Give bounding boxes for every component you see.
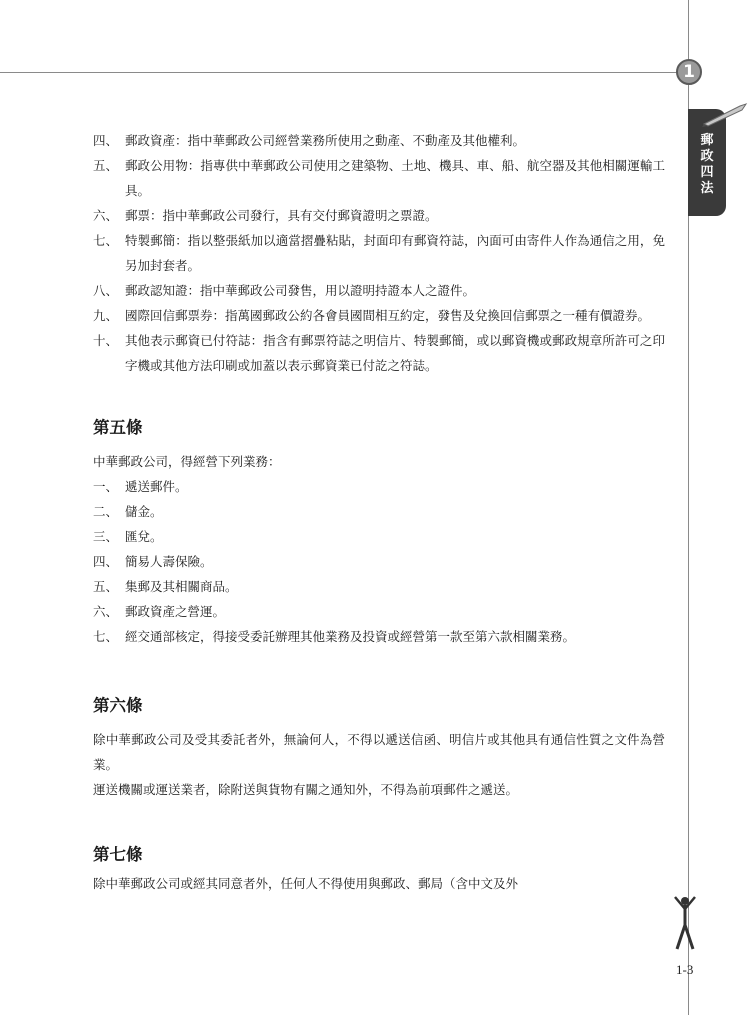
list-item [93,203,665,228]
item-marker: 十、 [93,333,119,348]
item-marker: 五、 [93,158,119,173]
item-marker: 七、 [93,629,119,644]
article-6-paragraph-2: 運送機關或運送業者，除附送與貨物有關之通知外，不得為前項郵件之遞送。 [93,782,519,797]
item-text: 郵政資產：指中華郵政公司經營業務所使用之動產、不動產及其他權利。 [125,133,526,148]
article-7-heading: 第七條 [93,845,143,864]
item-text: 郵票：指中華郵政公司發行，具有交付郵資證明之票證。 [125,208,438,223]
list-item [93,278,665,303]
page-number: 1-3 [676,962,694,977]
item-marker: 六、 [93,208,119,223]
item-text: 郵政認知證：指中華郵政公司發售，用以證明持證本人之證件。 [125,283,476,298]
article-5-heading: 第五條 [93,418,143,437]
item-text: 集郵及其相關商品。 [125,579,238,594]
item-marker: 七、 [93,233,119,248]
list-item [93,599,665,624]
item-marker: 二、 [93,504,119,519]
item-text: 其他表示郵資已付符誌：指含有郵票符誌之明信片、特製郵簡，或以郵資機或郵政規章所許可之印字機或其他方法印刷或加蓋以表示郵資業已付訖之符誌。 [125,333,665,373]
item-marker: 六、 [93,604,119,619]
list-item [93,499,665,524]
item-marker: 九、 [93,308,119,323]
item-text: 匯兌。 [125,529,163,544]
article-5-intro: 中華郵政公司，得經營下列業務： [93,454,281,469]
item-text: 特製郵簡：指以整張紙加以適當摺疊粘貼，封面印有郵資符誌，內面可由寄件人作為通信之用，免另加封套者。 [125,233,665,273]
header-rule [0,72,690,73]
list-item [93,524,665,549]
page-body [93,128,665,896]
list-item [93,153,665,203]
item-text: 國際回信郵票券：指萬國郵政公約各會員國間相互約定，發售及兌換回信郵票之一種有價證券。 [125,308,651,323]
article-7-paragraph-1: 除中華郵政公司或經其同意者外，任何人不得使用與郵政、郵局（含中文及外 [93,876,519,891]
chapter-tab-label: 郵政四法 [700,133,714,196]
item-text: 遞送郵件。 [125,479,188,494]
list-item [93,228,665,278]
item-text: 簡易人壽保險。 [125,554,213,569]
item-marker: 四、 [93,554,119,569]
list-item [93,303,665,328]
chapter-number-badge: 1 [676,59,702,85]
item-marker: 五、 [93,579,119,594]
article-6-paragraph-1: 除中華郵政公司及受其委託者外，無論何人，不得以遞送信函、明信片或其他具有通信性質之文件為營業。 [93,732,665,772]
item-marker: 四、 [93,133,119,148]
item-text: 郵政公用物：指專供中華郵政公司使用之建築物、土地、機具、車、船、航空器及其他相關運輸工具。 [125,158,665,198]
pen-icon [700,100,748,128]
item-marker: 三、 [93,529,119,544]
list-item [93,128,665,153]
item-marker: 一、 [93,479,119,494]
list-item [93,549,665,574]
list-item [93,328,665,378]
item-text: 儲金。 [125,504,163,519]
list-item [93,574,665,599]
list-item [93,474,665,499]
decorative-figure-icon [672,895,698,951]
item-marker: 八、 [93,283,119,298]
list-item [93,624,665,649]
item-text: 郵政資產之營運。 [125,604,226,619]
item-text: 經交通部核定，得接受委託辦理其他業務及投資或經營第一款至第六款相關業務。 [125,629,576,644]
article-6-heading: 第六條 [93,696,143,715]
